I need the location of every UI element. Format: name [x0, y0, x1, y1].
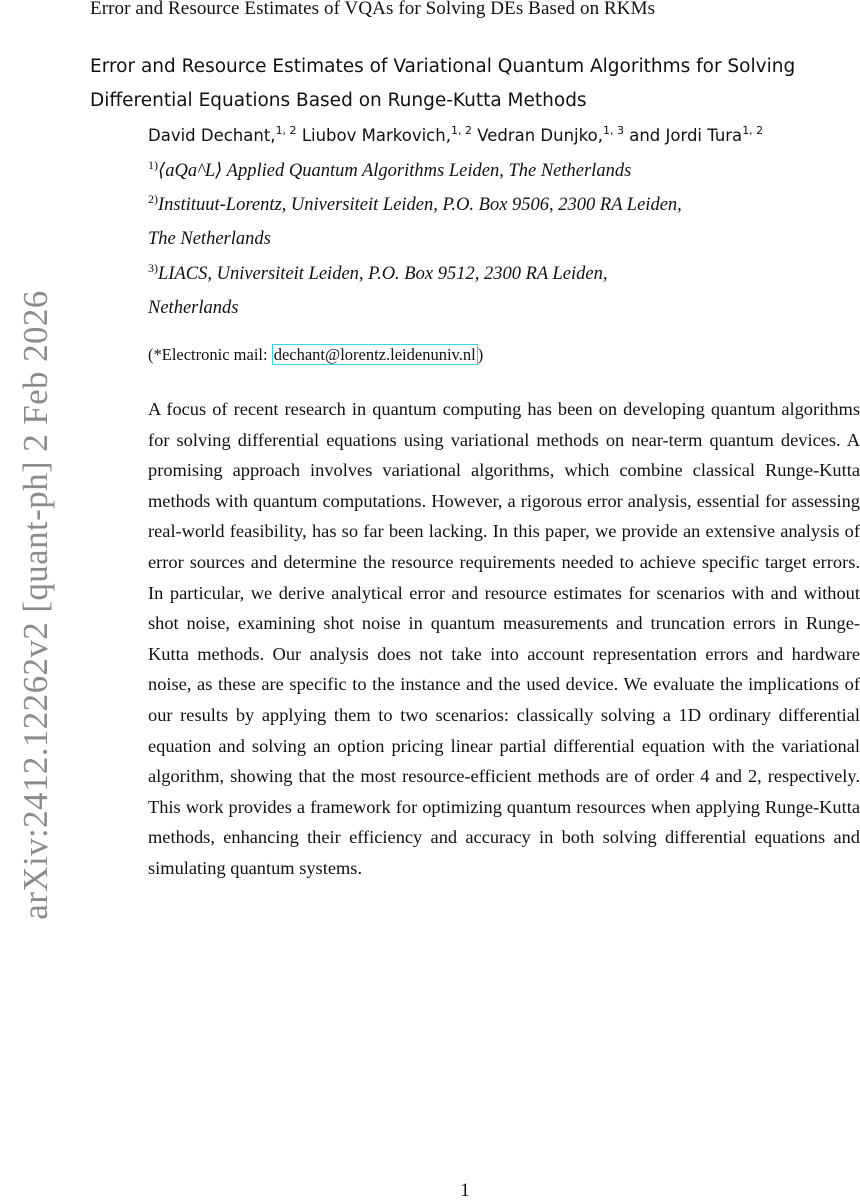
author-affiliation-marker: 1, 2 — [450, 124, 472, 137]
affiliation-text: LIACS, Universiteit Leiden, P.O. Box 9512, 2300 RA Leiden, — [158, 264, 608, 284]
email-prefix: (*Electronic mail: — [148, 345, 272, 364]
affiliation-3-continued — [148, 298, 238, 319]
author-name: David Dechant, — [148, 126, 276, 145]
abstract: A focus of recent research in quantum computing has been on developing quantum algorithms for solving differential equations using variational methods on near-term quantum devices. A promising approach involves variational algorithms, which combine classical Runge-Kutta methods with quantum computations. However, a rigorous error analysis, essential for assessing real-world feasibility, has so far been lacking. In this paper, we provide an extensive analysis of error sources and determine the resource requirements needed to achieve specific target errors. In particular, we derive analytical error and resource estimates for scenarios with and without shot noise, examining shot noise in quantum measurements and truncation errors in Runge-Kutta methods. Our analysis does not take into account representation errors and hardware noise, as these are specific to the instance and the used device. We evaluate the implications of our results by applying them to two scenarios: classically solving a 1D ordinary differential equation and solving an option pricing linear partial differential equation with the variational algorithm, showing that the most resource-efficient methods are of order 4 and 2, respectively. This work provides a framework for optimizing quantum resources when applying Runge-Kutta methods, enhancing their efficiency and accuracy in both solving differential equations and simulating quantum systems. — [148, 399, 860, 878]
author-affiliation-marker: 1, 3 — [602, 124, 624, 137]
author-affiliation-marker: 1, 2 — [742, 124, 764, 137]
author-affiliation-marker: 1, 2 — [275, 124, 297, 137]
author-list — [148, 126, 763, 145]
affiliation-number: 3) — [148, 261, 158, 275]
affiliation-text: ⟨aQa^L⟩ Applied Quantum Algorithms Leiden, The Netherlands — [158, 161, 632, 181]
affiliation-number: 1) — [148, 158, 158, 172]
affiliation-text: Netherlands — [148, 298, 239, 318]
affiliation-2 — [148, 192, 682, 216]
affiliation-1 — [148, 160, 631, 182]
affiliation-text: The Netherlands — [148, 229, 271, 249]
email-suffix: ) — [477, 345, 484, 364]
affiliation-3 — [148, 261, 608, 285]
affiliation-2-continued — [148, 229, 271, 250]
running-header: Error and Resource Estimates of VQAs for Solving DEs Based on RKMs — [90, 0, 656, 19]
author-name: Vedran Dunjko, — [477, 126, 603, 145]
paper-title: Error and Resource Estimates of Variational Quantum Algorithms for Solving Differential Equations Based on Runge-Kutta Methods — [90, 56, 796, 111]
page-number: 1 — [460, 1180, 470, 1201]
affiliation-number: 2) — [148, 192, 158, 206]
email-link[interactable]: dechant@lorentz.leidenuniv.nl — [273, 345, 476, 364]
author-name: and Jordi Tura — [629, 126, 743, 145]
affiliation-text: Instituut-Lorentz, Universiteit Leiden, P.O. Box 9506, 2300 RA Leiden, — [158, 195, 682, 215]
corresponding-email — [148, 345, 483, 365]
arxiv-identifier-stamp: arXiv:2412.12262v2 [quant-ph] 2 Feb 2026 — [16, 290, 55, 920]
author-name: Liubov Markovich, — [301, 126, 451, 145]
